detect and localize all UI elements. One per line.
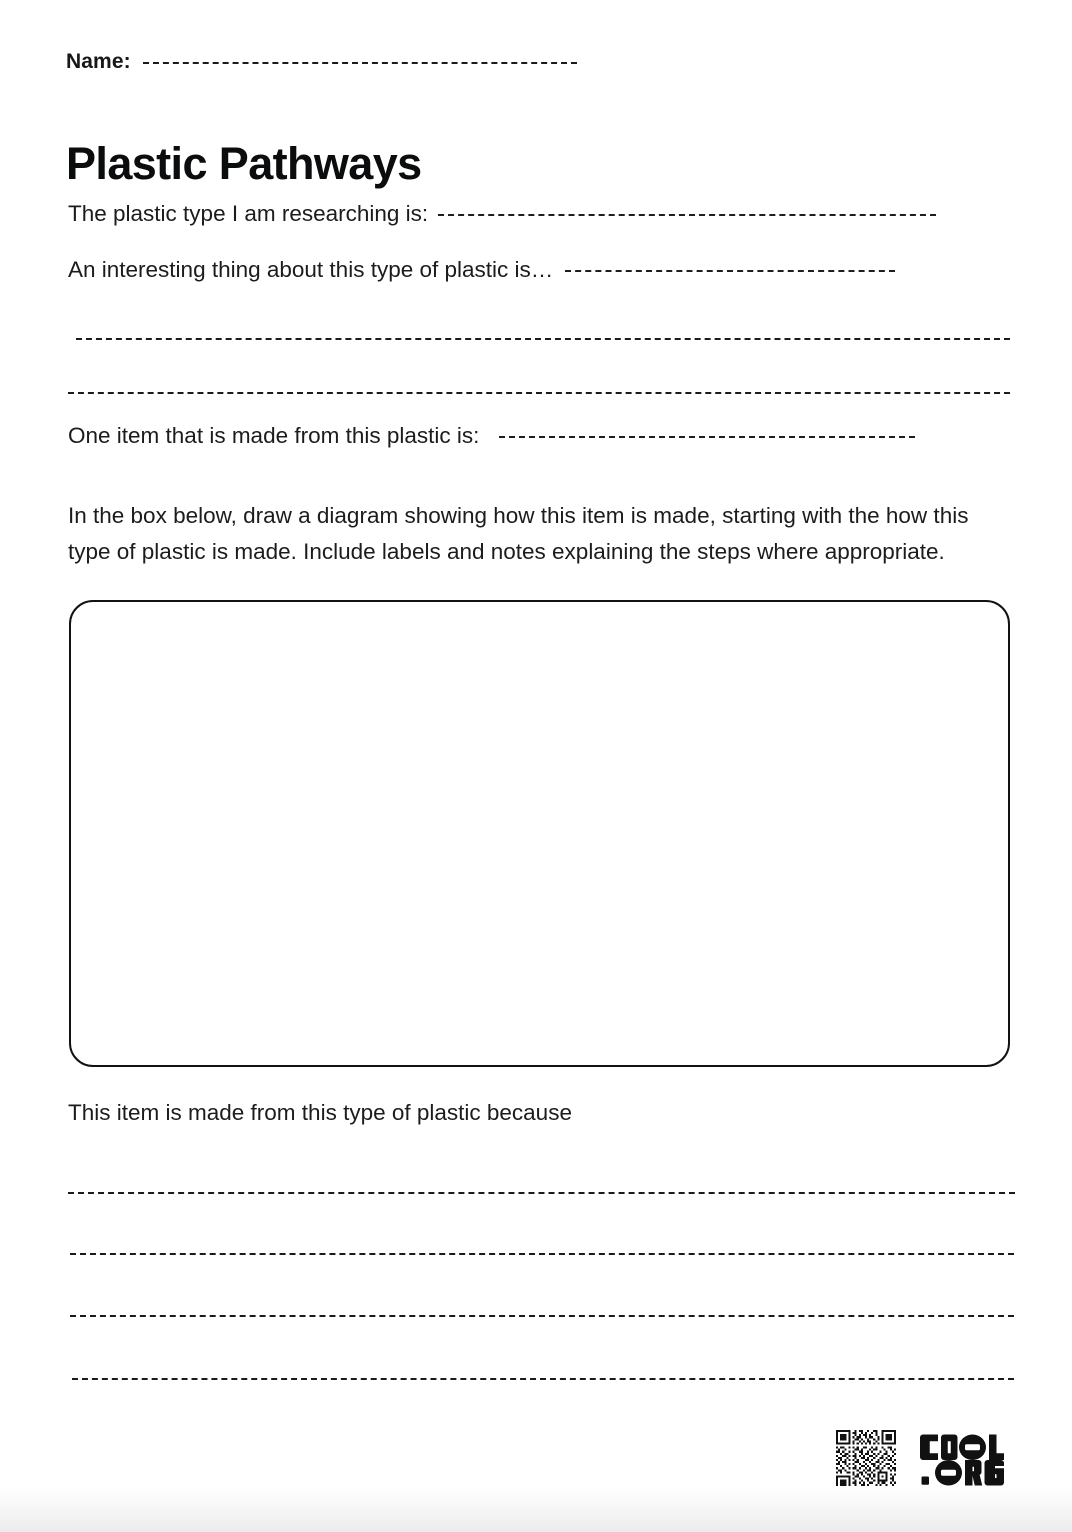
because-answer-line-2[interactable] (70, 1253, 1014, 1255)
plastic-type-input-line[interactable] (438, 213, 936, 216)
name-input-line[interactable] (143, 61, 577, 64)
diagram-drawing-box[interactable] (69, 600, 1010, 1067)
footer (836, 1425, 1016, 1495)
prompt-plastic-type-label: The plastic type I am researching is: (68, 201, 429, 226)
because-answer-line-3[interactable] (70, 1315, 1014, 1317)
interesting-thing-answer-line-3[interactable] (68, 392, 1010, 394)
name-field-row (66, 50, 1006, 84)
interesting-thing-answer-line-2[interactable] (76, 338, 1010, 340)
prompt-one-item-label: One item that is made from this plastic is: (68, 423, 480, 448)
interesting-thing-input-line[interactable] (565, 269, 895, 272)
one-item-input-line[interactable] (499, 435, 915, 438)
prompt-plastic-type-row (68, 198, 936, 231)
prompt-one-item-row (68, 420, 915, 453)
because-answer-line-1[interactable] (68, 1192, 1015, 1194)
because-answer-line-4[interactable] (72, 1378, 1014, 1380)
prompt-interesting-thing-label: An interesting thing about this type of plastic is… (68, 257, 554, 282)
prompt-because-label: This item is made from this type of plastic because (68, 1100, 572, 1125)
name-label: Name: (66, 50, 131, 73)
page-title: Plastic Pathways (66, 138, 422, 190)
prompt-interesting-thing-row (68, 254, 895, 287)
cool-org-logo (920, 1430, 1004, 1490)
diagram-instruction-text: In the box below, draw a diagram showing how this item is made, starting with the how this type of plastic is made. Include labels and notes explaining the steps where appropriate. (68, 502, 969, 564)
qr-code-icon (836, 1430, 896, 1490)
